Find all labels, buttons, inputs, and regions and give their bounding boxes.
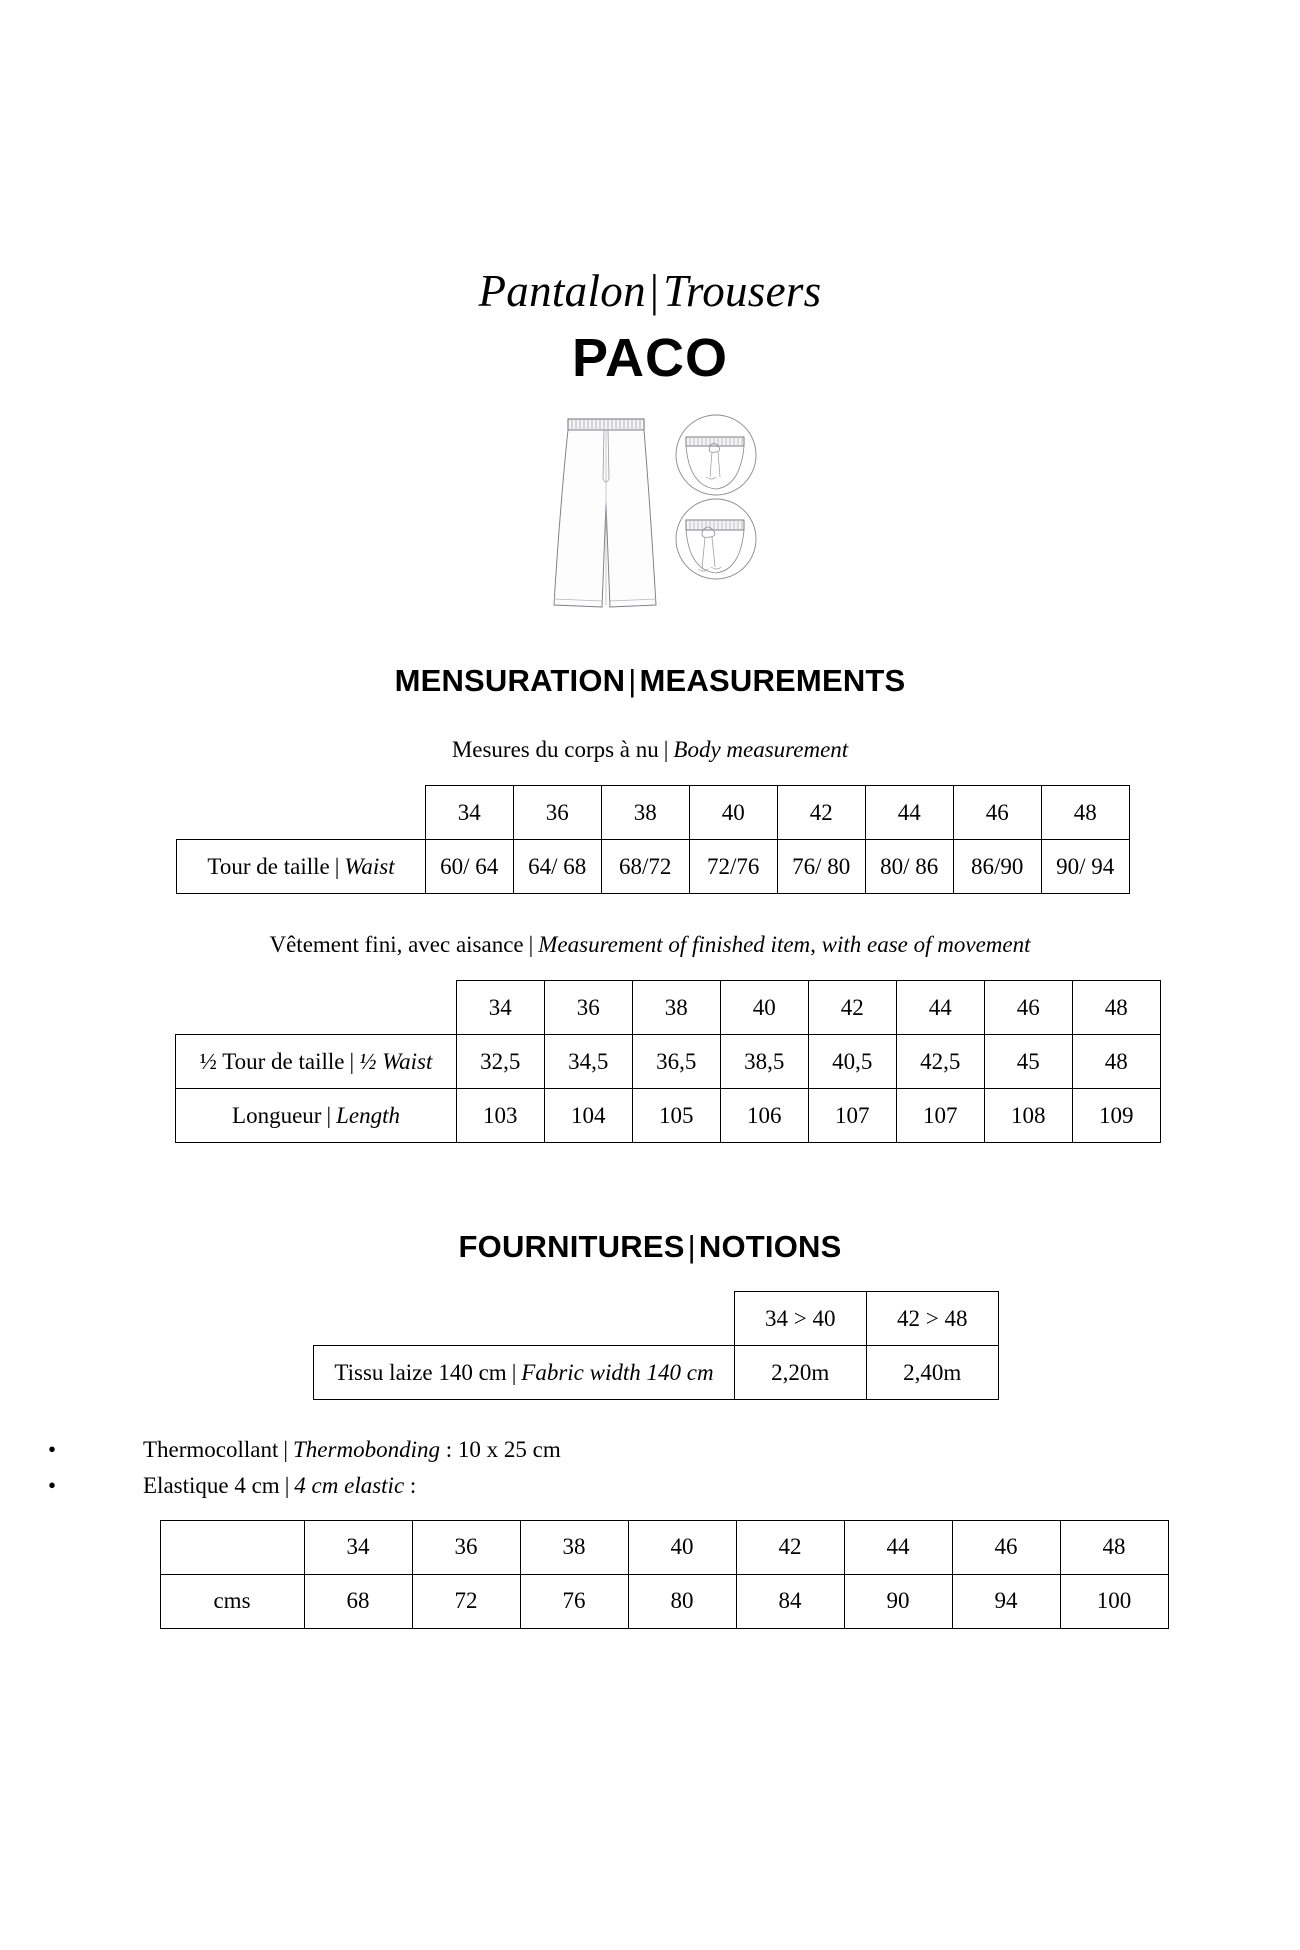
table-cell: 60/ 64 bbox=[425, 840, 513, 894]
size-header-cell: 46 bbox=[953, 786, 1041, 840]
table-cell: 34,5 bbox=[544, 1035, 632, 1089]
table-cell: 100 bbox=[1060, 1574, 1168, 1628]
bullet-icon: • bbox=[48, 1472, 57, 1498]
body-measurement-caption-fr: Mesures du corps à nu bbox=[451, 737, 659, 763]
table-cell: 40,5 bbox=[808, 1035, 896, 1089]
fabric-requirement-table bbox=[313, 1291, 999, 1400]
elastic-length-table bbox=[160, 1520, 1169, 1629]
size-header-cell: 44 bbox=[865, 786, 953, 840]
size-header-cell: 38 bbox=[601, 786, 689, 840]
body-measurement-caption-en: Body measurement bbox=[673, 737, 849, 763]
blank-corner-cell bbox=[176, 981, 457, 1035]
table-cell: 76/ 80 bbox=[777, 840, 865, 894]
row-label-separator: | bbox=[326, 1102, 332, 1128]
size-header-cell: 40 bbox=[628, 1520, 736, 1574]
measurements-heading-en: MEASUREMENTS bbox=[639, 663, 906, 699]
table-cell: 94 bbox=[952, 1574, 1060, 1628]
finished-item-caption bbox=[0, 932, 1300, 958]
table-cell: 90 bbox=[844, 1574, 952, 1628]
notions-heading-en: NOTIONS bbox=[698, 1229, 842, 1265]
model-name: PACO bbox=[571, 328, 728, 389]
table-cell: 80/ 86 bbox=[865, 840, 953, 894]
title-block bbox=[0, 0, 1300, 389]
table-row bbox=[176, 1089, 1161, 1143]
size-range-header-cell: 34 > 40 bbox=[734, 1292, 866, 1346]
size-header-cell: 34 bbox=[456, 981, 544, 1035]
table-cell: 90/ 94 bbox=[1041, 840, 1129, 894]
finished-item-caption-fr: Vêtement fini, avec aisance bbox=[269, 932, 524, 958]
body-measurement-table bbox=[176, 785, 1130, 894]
bullet-value: : 10 x 25 cm bbox=[439, 1437, 561, 1463]
table-cell: 72/76 bbox=[689, 840, 777, 894]
table-cell: 104 bbox=[544, 1089, 632, 1143]
bullet-label-en: 4 cm elastic bbox=[294, 1472, 405, 1498]
table-cell: 38,5 bbox=[720, 1035, 808, 1089]
row-label-separator: | bbox=[334, 853, 340, 879]
body-measurement-caption bbox=[0, 737, 1300, 763]
measurements-section-heading bbox=[0, 663, 1300, 699]
size-header-cell: 36 bbox=[412, 1520, 520, 1574]
bullet-label-separator: | bbox=[283, 1437, 289, 1463]
table-cell: 45 bbox=[984, 1035, 1072, 1089]
table-cell: 105 bbox=[632, 1089, 720, 1143]
measurements-heading-fr: MENSURATION bbox=[394, 663, 626, 699]
bullet-label-en: Thermobonding bbox=[293, 1437, 440, 1463]
size-header-cell: 46 bbox=[984, 981, 1072, 1035]
size-header-cell: 46 bbox=[952, 1520, 1060, 1574]
finished-item-table-wrap bbox=[0, 958, 1300, 1143]
size-header-cell: 36 bbox=[544, 981, 632, 1035]
size-header-cell: 34 bbox=[425, 786, 513, 840]
table-cell: 42,5 bbox=[896, 1035, 984, 1089]
table-cell: 108 bbox=[984, 1089, 1072, 1143]
table-cell: 68 bbox=[304, 1574, 412, 1628]
table-cell: 72 bbox=[412, 1574, 520, 1628]
table-cell: 64/ 68 bbox=[513, 840, 601, 894]
notions-heading-separator: | bbox=[687, 1229, 696, 1265]
body-measurement-table-wrap bbox=[0, 763, 1300, 894]
table-cell: 48 bbox=[1072, 1035, 1160, 1089]
elastic-table-wrap bbox=[0, 1504, 1300, 1629]
body-measurement-caption-separator: | bbox=[663, 737, 669, 763]
size-header-cell: 48 bbox=[1072, 981, 1160, 1035]
measurements-heading-separator: | bbox=[628, 663, 637, 699]
size-header-cell: 44 bbox=[896, 981, 984, 1035]
list-item bbox=[48, 1432, 1300, 1468]
row-label-en: ½ Waist bbox=[359, 1048, 433, 1074]
row-label-fabric-width bbox=[314, 1346, 735, 1400]
table-header-row bbox=[177, 786, 1130, 840]
trousers-technical-drawing bbox=[0, 407, 1300, 617]
page-title bbox=[0, 268, 1300, 315]
notions-heading-fr: FOURNITURES bbox=[458, 1229, 685, 1265]
size-header-cell: 42 bbox=[777, 786, 865, 840]
table-cell: 36,5 bbox=[632, 1035, 720, 1089]
size-header-cell: 48 bbox=[1060, 1520, 1168, 1574]
finished-item-table bbox=[175, 980, 1161, 1143]
table-cell: 106 bbox=[720, 1089, 808, 1143]
row-label-separator: | bbox=[349, 1048, 355, 1074]
table-cell: 68/72 bbox=[601, 840, 689, 894]
row-label-fr: ½ Tour de taille bbox=[199, 1048, 345, 1074]
bullet-label-fr: Elastique 4 cm bbox=[143, 1472, 280, 1498]
table-cell: 80 bbox=[628, 1574, 736, 1628]
title-separator: | bbox=[649, 266, 660, 316]
blank-corner-cell bbox=[177, 786, 426, 840]
row-label-separator: | bbox=[511, 1359, 517, 1385]
page-title-en: Trousers bbox=[663, 266, 822, 316]
table-cell: 107 bbox=[808, 1089, 896, 1143]
row-label-length bbox=[176, 1089, 457, 1143]
fabric-table-wrap bbox=[0, 1265, 1300, 1400]
row-label-en: Waist bbox=[344, 853, 395, 879]
table-cell: 76 bbox=[520, 1574, 628, 1628]
table-row bbox=[177, 840, 1130, 894]
bullet-value: : bbox=[404, 1472, 417, 1498]
table-cell: 2,40m bbox=[866, 1346, 998, 1400]
size-range-header-cell: 42 > 48 bbox=[866, 1292, 998, 1346]
table-cell: 2,20m bbox=[734, 1346, 866, 1400]
table-cell: 32,5 bbox=[456, 1035, 544, 1089]
page-title-fr: Pantalon bbox=[478, 266, 646, 316]
row-label-fr: Tour de taille bbox=[207, 853, 330, 879]
size-header-cell: 44 bbox=[844, 1520, 952, 1574]
row-label-fr: Longueur bbox=[232, 1102, 322, 1128]
table-cell: 103 bbox=[456, 1089, 544, 1143]
size-header-cell: 40 bbox=[689, 786, 777, 840]
notions-bullet-list bbox=[0, 1432, 1300, 1503]
list-item bbox=[48, 1468, 1300, 1504]
finished-item-caption-separator: | bbox=[528, 932, 534, 958]
table-row bbox=[160, 1574, 1168, 1628]
table-cell: 86/90 bbox=[953, 840, 1041, 894]
size-header-cell: 34 bbox=[304, 1520, 412, 1574]
row-label-en: Length bbox=[336, 1102, 400, 1128]
table-header-row bbox=[314, 1292, 999, 1346]
bullet-icon: • bbox=[48, 1437, 57, 1463]
row-label-fr: Tissu laize 140 cm bbox=[334, 1359, 507, 1385]
row-label-half-waist bbox=[176, 1035, 457, 1089]
table-header-row bbox=[160, 1520, 1168, 1574]
table-header-row bbox=[176, 981, 1161, 1035]
size-header-cell: 38 bbox=[520, 1520, 628, 1574]
corner-cell bbox=[160, 1520, 304, 1574]
table-cell: 107 bbox=[896, 1089, 984, 1143]
size-header-cell: 48 bbox=[1041, 786, 1129, 840]
size-header-cell: 36 bbox=[513, 786, 601, 840]
table-cell: 109 bbox=[1072, 1089, 1160, 1143]
table-row bbox=[176, 1035, 1161, 1089]
size-header-cell: 42 bbox=[736, 1520, 844, 1574]
bullet-label-separator: | bbox=[284, 1472, 290, 1498]
table-cell: 84 bbox=[736, 1574, 844, 1628]
table-row bbox=[314, 1346, 999, 1400]
size-header-cell: 40 bbox=[720, 981, 808, 1035]
row-label-waist bbox=[177, 840, 426, 894]
size-header-cell: 42 bbox=[808, 981, 896, 1035]
finished-item-caption-en: Measurement of finished item, with ease of movement bbox=[538, 932, 1031, 958]
row-label-en: Fabric width 140 cm bbox=[521, 1359, 714, 1385]
row-label-cms: cms bbox=[160, 1574, 304, 1628]
notions-section-heading bbox=[0, 1229, 1300, 1265]
blank-corner-cell bbox=[314, 1292, 735, 1346]
bullet-label-fr: Thermocollant bbox=[143, 1437, 279, 1463]
size-header-cell: 38 bbox=[632, 981, 720, 1035]
